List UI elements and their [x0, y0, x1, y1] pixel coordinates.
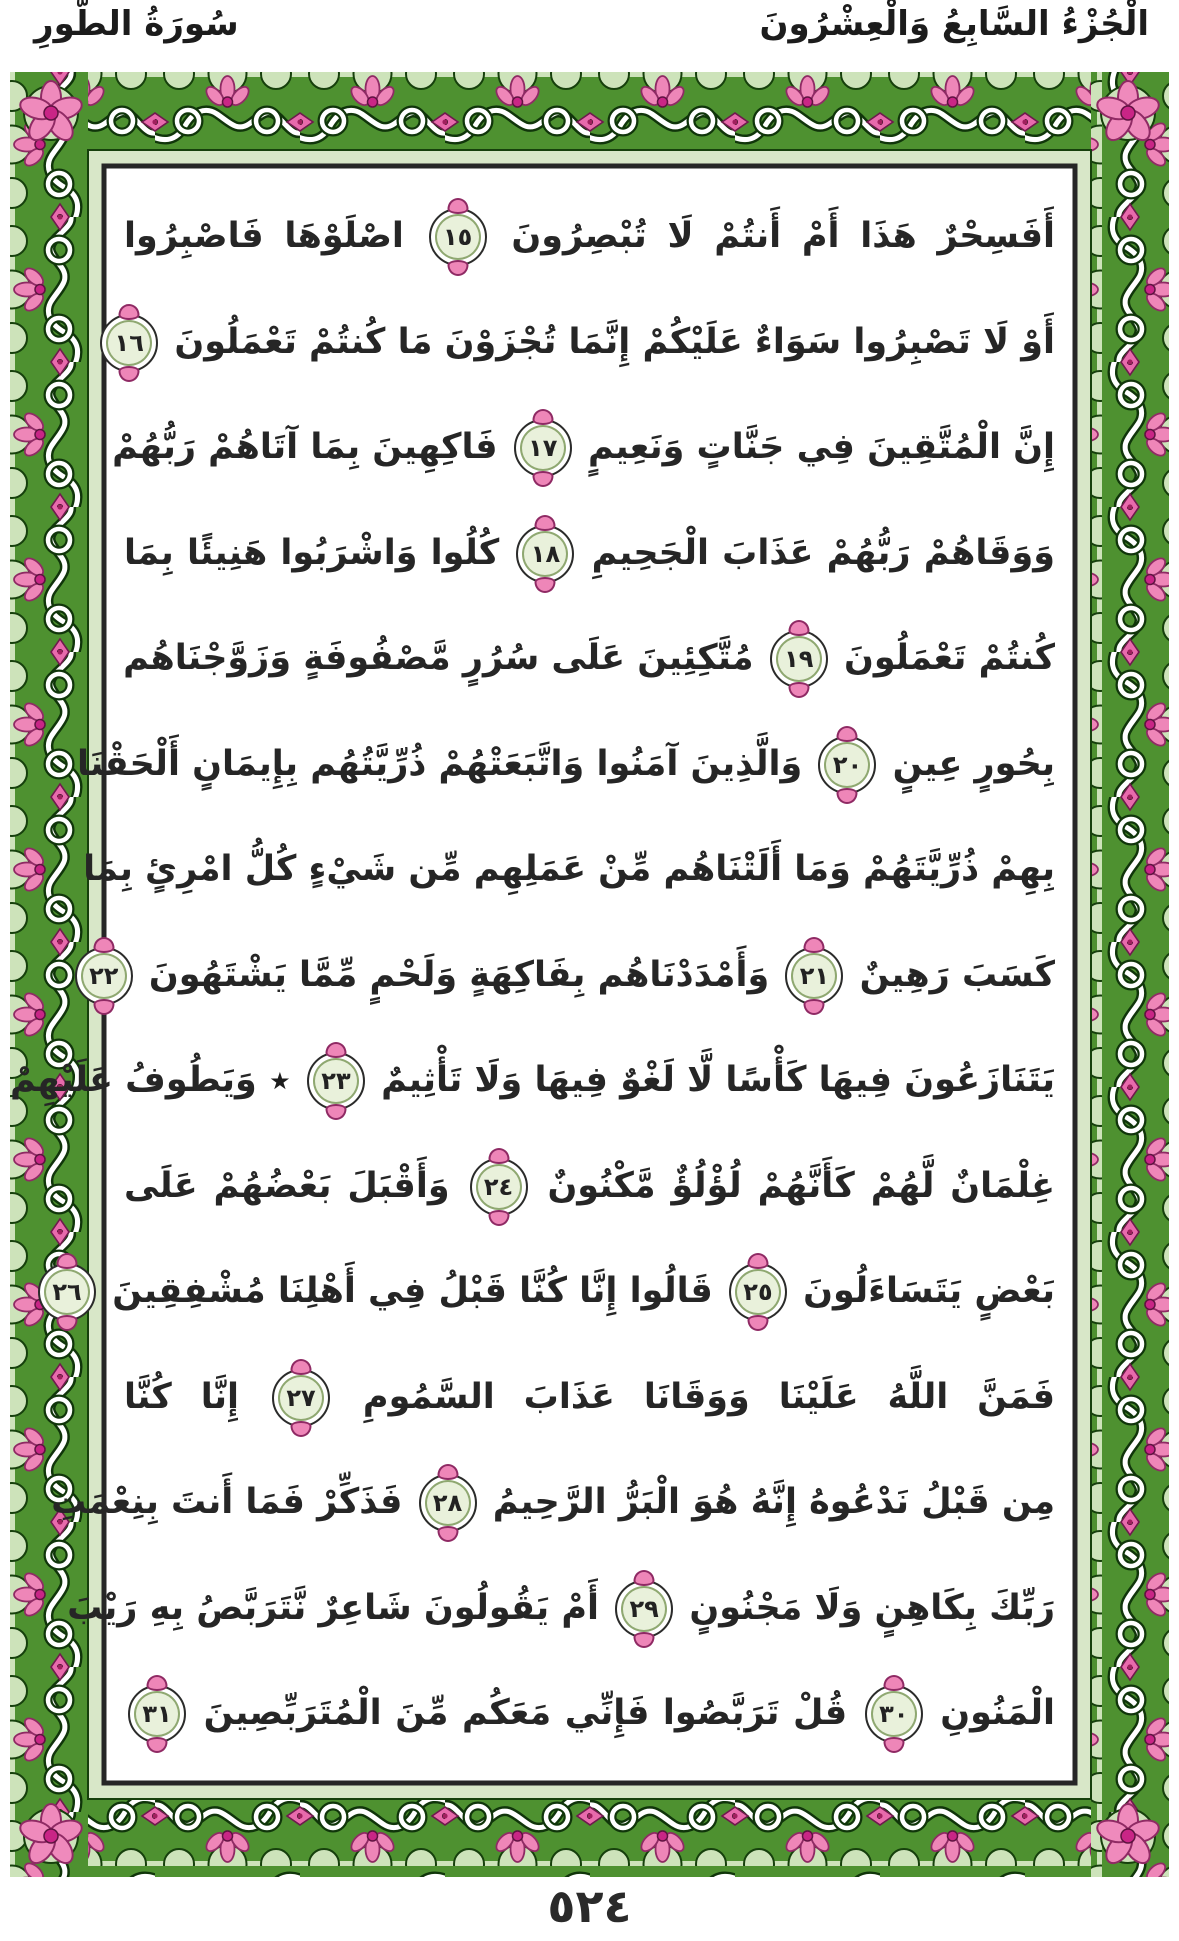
quran-line	[124, 1347, 1055, 1448]
ayah-number: ٢٣	[321, 1067, 351, 1095]
ayah-number: ٣١	[142, 1700, 172, 1728]
surah-title: سُورَةُ الطُّورِ	[34, 4, 239, 44]
verse-text: وَالَّذِينَ آمَنُوا وَاتَّبَعَتْهُمْ ذُرِّيَّتُهُم بِإِيمَانٍ أَلْحَقْنَا	[76, 743, 803, 784]
verse-text: قَالُوا إِنَّا كُنَّا قَبْلُ فِي أَهْلِنَا مُشْفِقِينَ	[112, 1271, 713, 1311]
verse-text: إِنَّا كُنَّا	[124, 1376, 240, 1417]
ayah-number-marker	[272, 1369, 330, 1427]
ayah-number-marker	[100, 314, 158, 372]
verse-text: أَفَسِحْرٌ هَذَا أَمْ أَنتُمْ لَا تُبْصِرُونَ	[511, 216, 1055, 256]
ayah-number-marker	[785, 947, 843, 1005]
quran-line	[124, 608, 1055, 709]
quran-line	[83, 819, 1055, 920]
ayah-number-marker	[514, 419, 572, 477]
quran-line	[114, 292, 1055, 393]
quran-line	[124, 503, 1055, 604]
ayah-number: ٢٠	[832, 750, 863, 779]
verse-text: وَيَطُوفُ عَلَيْهِمْ	[9, 1060, 257, 1100]
quran-line	[9, 1030, 1055, 1131]
verse-text: وَأَقْبَلَ بَعْضُهُمْ عَلَى	[124, 1165, 450, 1206]
verse-text: وَوَقَاهُمْ رَبُّهُمْ عَذَابَ الْجَحِيمِ	[591, 532, 1055, 573]
verse-text: رَبِّكَ بِكَاهِنٍ وَلَا مَجْنُونٍ	[689, 1587, 1055, 1628]
ayah-number-marker	[470, 1158, 528, 1216]
ayah-number: ٣٠	[879, 1700, 909, 1728]
verse-text: قُلْ تَرَبَّصُوا فَإِنِّي مَعَكُم مِّنَ الْمُتَرَبِّصِينَ	[203, 1693, 848, 1733]
ayah-number-marker	[615, 1580, 673, 1638]
quran-line	[76, 714, 1055, 815]
quran-line	[124, 186, 1055, 287]
ayah-number-marker	[770, 630, 828, 688]
verse-text: غِلْمَانٌ لَّهُمْ كَأَنَّهُمْ لُؤْلُؤٌ مَّكْنُونٌ	[547, 1165, 1055, 1206]
verse-text: يَتَنَازَعُونَ فِيهَا كَأْسًا لَّا لَغْوٌ فِيهَا وَلَا تَأْثِيمٌ	[381, 1060, 1055, 1100]
border-band-top	[10, 72, 1169, 150]
ayah-number-marker	[865, 1685, 923, 1743]
ayah-number: ٢١	[799, 961, 830, 990]
verse-text: أَمْ يَقُولُونَ شَاعِرٌ نَّتَرَبَّصُ بِهِ رَيْبَ	[67, 1587, 599, 1628]
ayah-number: ١٥	[443, 223, 473, 251]
quran-text-block	[9, 186, 1056, 1764]
quran-line	[52, 1241, 1055, 1342]
verse-text: كَسَبَ رَهِينٌ	[859, 954, 1055, 995]
hizb-marker-icon: ٭	[268, 1057, 291, 1104]
verse-text: مُتَّكِئِينَ عَلَى سُرُرٍ مَّصْفُوفَةٍ وَزَوَّجْنَاهُم	[123, 638, 754, 678]
ayah-number: ١٦	[114, 328, 144, 357]
ayah-number: ٢٨	[432, 1489, 463, 1517]
border-band-right	[1091, 72, 1169, 1877]
ayah-number: ٢٧	[286, 1383, 316, 1412]
verse-text: إِنَّ الْمُتَّقِينَ فِي جَنَّاتٍ وَنَعِيمٍ	[587, 427, 1055, 467]
ayah-number: ٢٦	[52, 1278, 82, 1306]
quran-line	[89, 925, 1055, 1026]
verse-text: كُنتُمْ تَعْمَلُونَ	[843, 638, 1055, 678]
verse-text: كُلُوا وَاشْرَبُوا هَنِيئًا بِمَا	[124, 532, 500, 573]
verse-text: مِن قَبْلُ نَدْعُوهُ إِنَّهُ هُوَ الْبَرُّ الرَّحِيمُ	[492, 1482, 1055, 1522]
verse-text: بَعْضٍ يَتَسَاءَلُونَ	[803, 1271, 1055, 1311]
quran-line	[67, 1558, 1055, 1659]
ayah-number-marker	[38, 1263, 96, 1321]
ayah-number-marker	[128, 1685, 186, 1743]
verse-text: أَوْ لَا تَصْبِرُوا سَوَاءٌ عَلَيْكُمْ إِنَّمَا تُجْزَوْنَ مَا كُنتُمْ تَعْمَلُونَ	[174, 321, 1055, 362]
ayah-number-marker	[429, 208, 487, 266]
ayah-number-marker	[419, 1474, 477, 1532]
verse-text: بِهِمْ ذُرِّيَّتَهُمْ وَمَا أَلَتْنَاهُم مِّنْ عَمَلِهِم مِّن شَيْءٍ كُلُّ امْرِئٍ بِمَا	[83, 849, 1055, 889]
ayah-number: ٢٩	[629, 1594, 659, 1623]
ayah-number: ١٨	[530, 539, 561, 568]
ayah-number-marker	[75, 947, 133, 1005]
ayah-number-marker	[307, 1052, 365, 1110]
verse-text: بِحُورٍ عِينٍ	[892, 743, 1055, 784]
ayah-number: ١٩	[784, 645, 814, 673]
ayah-number: ١٧	[528, 434, 558, 462]
juz-title: الْجُزْءُ السَّابِعُ وَالْعِشْرُونَ	[759, 4, 1149, 44]
ayah-number-marker	[729, 1263, 787, 1321]
verse-text: وَأَمْدَدْنَاهُم بِفَاكِهَةٍ وَلَحْمٍ مِّمَّا يَشْتَهُونَ	[148, 954, 770, 995]
verse-text: الْمَنُونِ	[940, 1693, 1056, 1733]
verse-text: اصْلَوْهَا فَاصْبِرُوا	[124, 216, 404, 256]
verse-text: فَمَنَّ اللَّهُ عَلَيْنَا وَوَقَانَا عَذَابَ السَّمُومِ	[362, 1376, 1056, 1417]
quran-line	[124, 1663, 1055, 1764]
verse-text: فَذَكِّرْ فَمَا أَنتَ بِنِعْمَتِ	[51, 1482, 403, 1522]
ayah-number-marker	[516, 525, 574, 583]
ayah-number: ٢٢	[89, 961, 119, 990]
quran-line	[124, 1136, 1055, 1237]
quran-line	[112, 397, 1055, 498]
verse-text: فَاكِهِينَ بِمَا آتَاهُمْ رَبُّهُمْ	[112, 427, 498, 467]
ayah-number: ٢٥	[743, 1278, 773, 1306]
quran-line	[51, 1452, 1055, 1553]
ayah-number: ٢٤	[483, 1172, 514, 1201]
border-band-bottom	[10, 1799, 1169, 1877]
page-number: ٥٢٤	[547, 1879, 632, 1933]
ayah-number-marker	[818, 736, 876, 794]
